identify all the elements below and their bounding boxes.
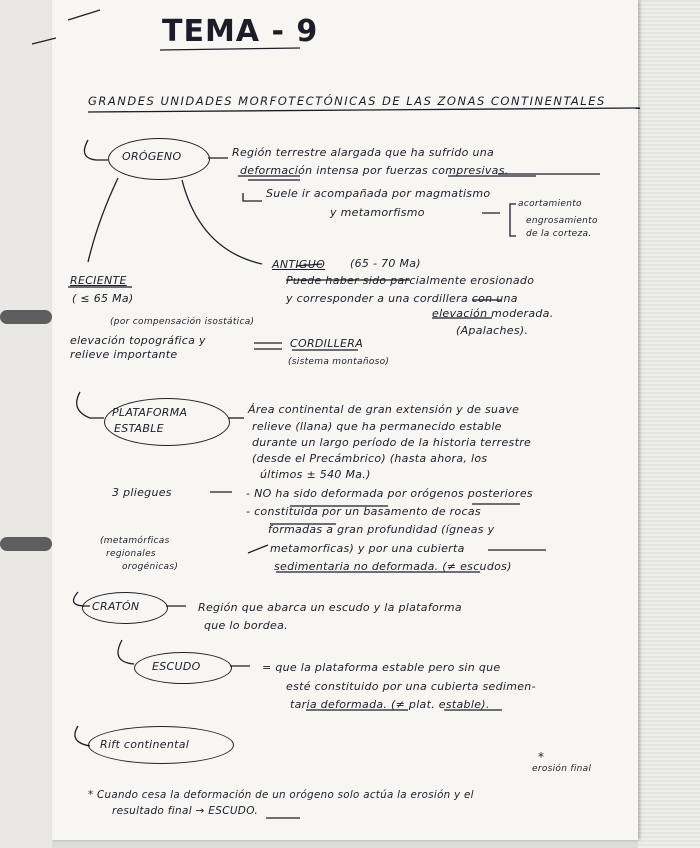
pliegues-label: 3 pliegues	[112, 486, 172, 499]
escudo-line: esté constituido por una cubierta sedimen-	[286, 680, 536, 693]
reciente-line: relieve importante	[70, 348, 178, 361]
reciente-line: elevación topográfica y	[70, 334, 206, 347]
plataforma-bullet: metamorficas) y por una cubierta	[270, 542, 465, 555]
cordillera-label: CORDILLERA	[290, 337, 364, 350]
antiguo-age: (65 - 70 Ma)	[350, 257, 421, 270]
craton-line: que lo bordea.	[204, 619, 288, 632]
antiguo-example: (Apalaches).	[456, 324, 529, 337]
plataforma-bullet: - NO ha sido deformada por orógenos posteriores	[246, 487, 533, 500]
origeno-def-line: Suele ir acompañada por magmatismo	[266, 187, 491, 200]
plataforma-bullet: - constituida por un basamento de rocas	[246, 505, 481, 518]
escudo-line: = que la plataforma estable pero sin que	[262, 661, 501, 674]
footnote-line: * Cuando cesa la deformación de un orógeno solo actúa la erosión y el	[88, 789, 474, 801]
plataforma-side-note: regionales	[106, 549, 156, 559]
rift-label: Rift continental	[100, 738, 190, 751]
footnote-star: *	[538, 750, 545, 764]
antiguo-line: y corresponder a una cordillera con una	[286, 292, 518, 305]
plataforma-label: ESTABLE	[114, 422, 164, 435]
origeno-effect: de la corteza.	[526, 229, 592, 239]
plataforma-label: PLATAFORMA	[112, 406, 188, 419]
antiguo-line: Puede haber sido parcialmente erosionado	[286, 274, 535, 287]
origeno-def-line: deformación intensa por fuerzas compresivas.	[240, 164, 509, 177]
origeno-label: ORÓGENO	[122, 150, 182, 163]
plataforma-line: últimos ± 540 Ma.)	[260, 468, 371, 481]
escudo-line: taria deformada. (≠ plat. estable).	[290, 698, 490, 711]
craton-line: Región que abarca un escudo y la plataforma	[198, 601, 462, 614]
plataforma-side-note: orogénicas)	[122, 562, 179, 572]
cordillera-example: (sistema montañoso)	[288, 357, 390, 367]
footnote-note: erosión final	[532, 764, 592, 774]
craton-label: CRATÓN	[92, 600, 140, 613]
plataforma-bullet: sedimentaria no deformada. (≠ escudos)	[274, 560, 512, 573]
antiguo-line: elevación moderada.	[432, 307, 554, 320]
plataforma-line: relieve (llana) que ha permanecido estable	[252, 420, 502, 433]
plataforma-line: durante un largo período de la historia terrestre	[252, 436, 532, 449]
page-subtitle: GRANDES UNIDADES MORFOTECTÓNICAS DE LAS ZONAS CONTINENTALES	[88, 94, 606, 108]
plataforma-line: (desde el Precámbrico) (hasta ahora, los	[252, 452, 488, 465]
plataforma-line: Área continental de gran extensión y de suave	[248, 403, 520, 416]
footnote-line: resultado final → ESCUDO.	[112, 805, 258, 817]
reciente-age: ( ≤ 65 Ma)	[72, 292, 134, 305]
reciente-note: (por compensación isostática)	[110, 317, 255, 327]
plataforma-bullet: formadas a gran profundidad (ígneas y	[268, 523, 495, 536]
origeno-def-line: Región terrestre alargada que ha sufrido una	[232, 146, 495, 159]
plataforma-side-note: (metamórficas	[100, 536, 170, 546]
reciente-label: RECIENTE	[70, 274, 127, 287]
origeno-def-line: y metamorfismo	[330, 206, 425, 219]
origeno-effect: engrosamiento	[526, 216, 598, 226]
escudo-label: ESCUDO	[152, 660, 201, 673]
origeno-effect: acortamiento	[518, 199, 582, 209]
antiguo-label: ANTIGUO	[272, 258, 326, 271]
page-title: TEMA - 9	[162, 14, 319, 49]
